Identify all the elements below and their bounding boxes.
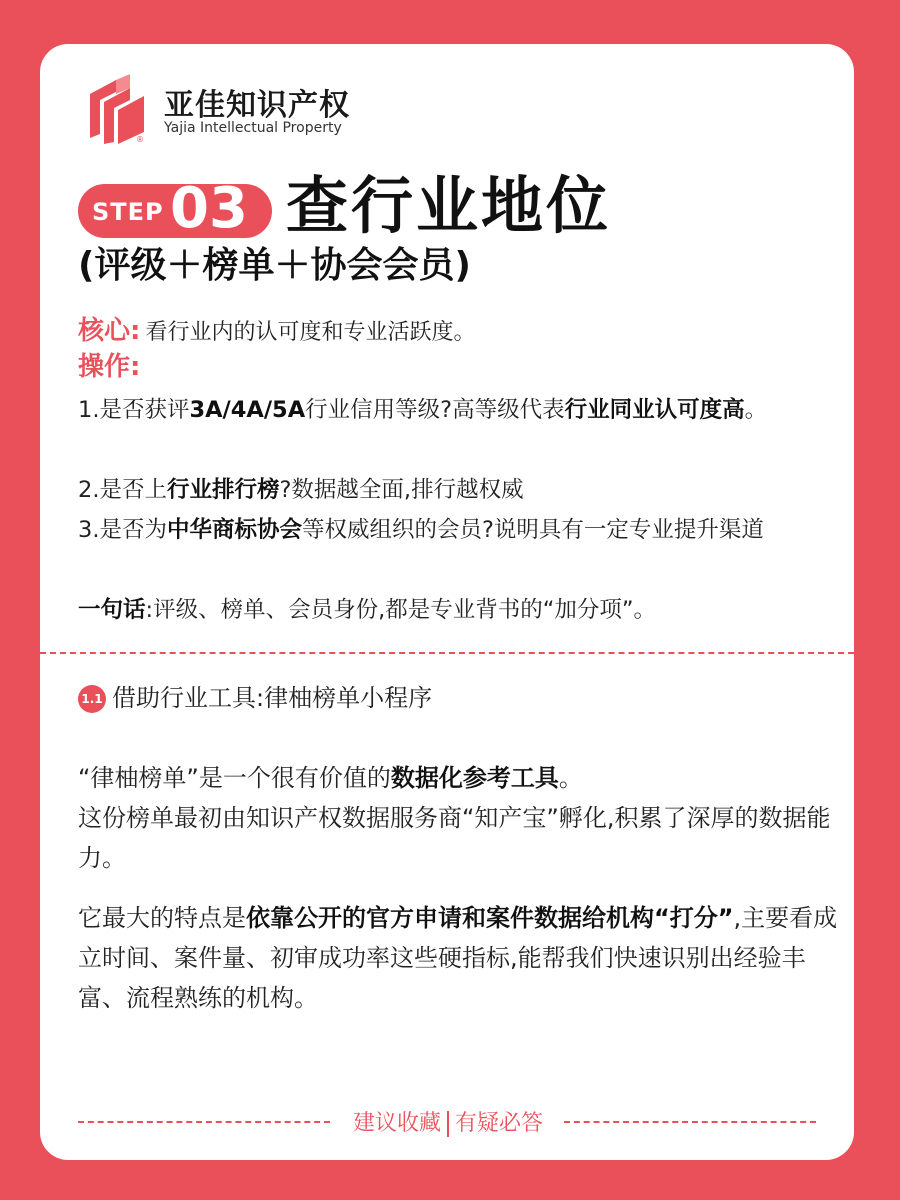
operation-label: 操作: <box>78 352 141 382</box>
step-word: STEP <box>92 198 164 226</box>
brand-name-cn: 亚佳知识产权 <box>164 88 350 123</box>
footer <box>40 1102 854 1142</box>
section-title: 借助行业工具:律柚榜单小程序 <box>112 684 433 712</box>
section-paragraph-1: “律柚榜单”是一个很有价值的数据化参考工具。 <box>78 764 583 792</box>
section-number-badge: 1.1 <box>78 685 106 713</box>
step-number: 03 <box>170 176 248 241</box>
svg-text:®: ® <box>136 135 144 144</box>
operation-item-2: 2.是否上行业排行榜?数据越全面,排行越权威 <box>78 477 524 503</box>
core-text: 看行业内的认可度和专业活跃度。 <box>145 320 476 345</box>
footer-qa-hint: 有疑必答 <box>455 1111 544 1136</box>
section-paragraph-3: 它最大的特点是依靠公开的官方申请和案件数据给机构“打分”,主要看成立时间、案件量、初审成功率这些硬指标,能帮我们快速识别出经验丰富、流程熟练的机构。 <box>78 904 838 1012</box>
operation-summary: 一句话:评级、榜单、会员身份,都是专业背书的“加分项”。 <box>78 597 657 623</box>
step-badge <box>78 176 272 241</box>
brand-name-en: Yajia Intellectual Property <box>164 120 342 136</box>
section-divider <box>40 652 854 654</box>
footer-divider-right <box>564 1121 816 1123</box>
footer-divider-left <box>78 1121 330 1123</box>
yajia-logo-icon <box>86 72 148 144</box>
operation-row <box>78 346 140 383</box>
operation-item-3: 3.是否为中华商标协会等权威组织的会员?说明具有一定专业提升渠道 <box>78 517 764 543</box>
core-row <box>78 310 476 347</box>
footer-save-hint: 建议收藏 <box>352 1111 441 1136</box>
page-title: 查行业地位 <box>286 169 612 242</box>
operation-item-1: 1.是否获评3A/4A/5A行业信用等级?高等级代表行业同业认可度高。 <box>78 397 768 423</box>
footer-text <box>340 1106 556 1137</box>
content-card <box>40 44 854 1160</box>
core-label: 核心: <box>78 316 141 346</box>
footer-separator <box>447 1111 449 1137</box>
page-subtitle: (评级＋榜单＋协会会员) <box>78 245 471 286</box>
brand-logo <box>86 72 386 144</box>
section-paragraph-2: 这份榜单最初由知识产权数据服务商“知产宝”孵化,积累了深厚的数据能力。 <box>78 804 831 872</box>
